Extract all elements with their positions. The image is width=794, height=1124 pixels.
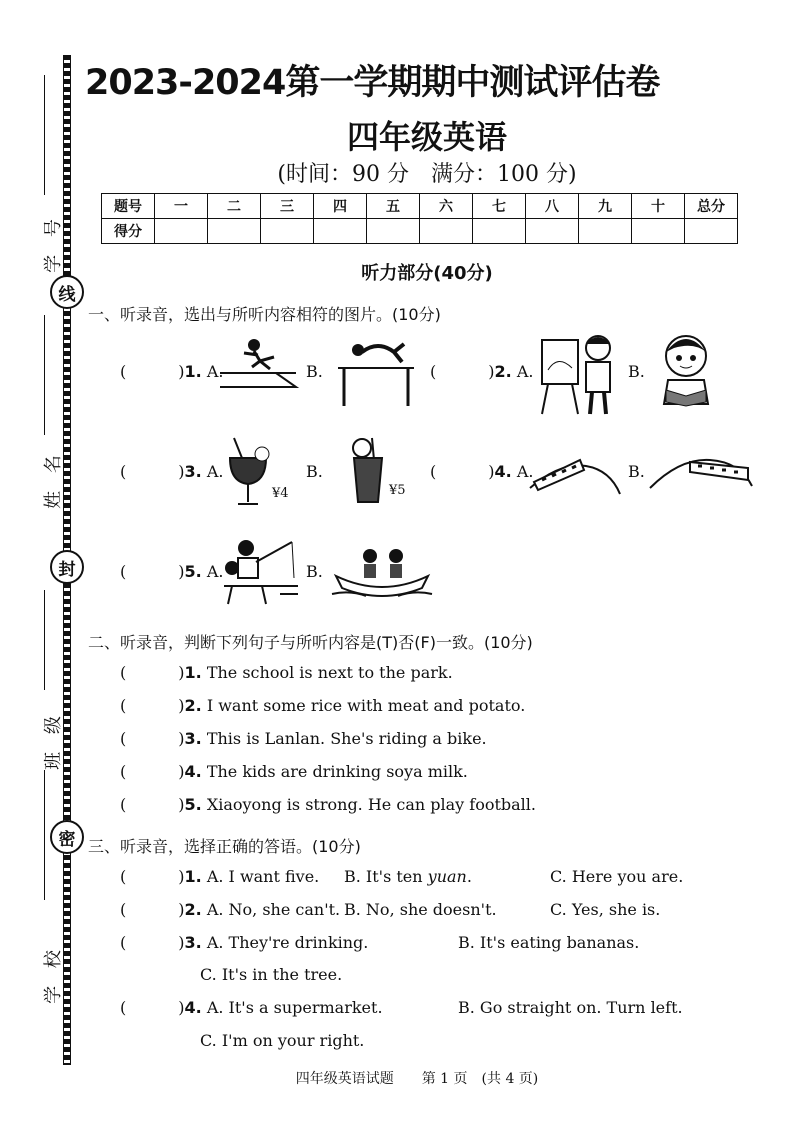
score-input-cell[interactable] [314,219,367,244]
question-number: 5. [184,795,202,814]
school-label: 学 校 [42,944,64,1004]
option-a-label: A. [516,462,534,481]
option-b-text [344,867,472,886]
score-cell: 一 [155,194,208,219]
score-cell: 八 [526,194,579,219]
option-a-label: A. [206,562,224,581]
answer-paren-close: ) [178,795,185,814]
answer-paren-close: ) [178,729,185,748]
option-a-text: A. No, she can't. [206,900,341,919]
s1-question-3 [120,462,223,481]
answer-paren-open: ( [120,762,127,781]
score-cell: 六 [420,194,473,219]
score-cell: 九 [579,194,632,219]
answer-paren-close: ) [488,362,495,381]
question-number: 3. [184,462,202,481]
answer-paren-open: ( [120,663,127,682]
score-cell: 总分 [685,194,738,219]
question-number: 2. [184,900,202,919]
score-cell: 四 [314,194,367,219]
class-label: 班 级 [42,710,64,770]
high-jump-picture [338,338,416,408]
s2-question-5 [120,795,536,814]
s3-question-1 [120,867,319,886]
reading-boy-picture [654,330,718,406]
answer-paren-close: ) [178,663,185,682]
score-cell: 五 [367,194,420,219]
seal-mi: 密 [50,820,84,854]
option-a-text: A. They're drinking. [206,933,369,952]
train-downhill-picture [650,448,754,494]
s2-question-3 [120,729,487,748]
section3-title: 三、听录音，选择正确的答语。(10分) [88,837,361,856]
class-line [44,590,45,690]
answer-paren-close: ) [178,562,185,581]
page-footer: 四年级英语试题 第 1 页 (共 4 页) [295,1071,539,1087]
score-input-cell[interactable] [208,219,261,244]
option-b-label: B. [306,462,323,481]
answer-paren-open: ( [120,795,127,814]
listening-section-heading: 听力部分(40分) [361,263,493,284]
option-a-text: A. It's a supermarket. [206,998,383,1017]
question-number: 2. [494,362,512,381]
option-a-label: A. [206,362,224,381]
score-input-cell[interactable] [261,219,314,244]
rowing-boat-picture [330,546,434,602]
answer-paren-open: ( [120,900,127,919]
score-input-cell[interactable] [632,219,685,244]
answer-paren-open: ( [120,933,127,952]
answer-paren-close: ) [488,462,495,481]
score-table-score-row [102,219,738,244]
price-b: ¥5 [389,483,406,498]
answer-paren-close: ) [178,933,185,952]
question-number: 4. [184,762,202,781]
score-input-cell[interactable] [685,219,738,244]
exam-time-info: (时间：90 分 满分：100 分) [277,162,577,187]
answer-paren-close: ) [178,867,185,886]
option-b-text: B. It's eating bananas. [458,933,640,952]
train-uphill-picture [530,452,622,498]
score-input-cell[interactable] [579,219,632,244]
option-b-text: B. Go straight on. Turn left. [458,998,683,1017]
s2-question-1 [120,663,453,682]
option-b-label: B. [628,462,645,481]
s3-question-3 [120,933,368,952]
option-c-text: C. Here you are. [550,867,684,886]
s1-question-5 [120,562,223,581]
option-b-main: B. It's ten [344,867,428,886]
answer-paren-close: ) [178,462,185,481]
question-number: 5. [184,562,202,581]
answer-paren-open: ( [120,562,127,581]
juice-glass-picture [350,436,386,504]
painting-boy-picture [538,330,618,416]
answer-paren-open: ( [430,362,437,381]
question-number: 4. [494,462,512,481]
name-line [44,315,45,435]
score-table-header-row [102,194,738,219]
option-b-label: B. [306,362,323,381]
score-cell: 题号 [102,194,155,219]
s1-question-2 [430,362,533,381]
answer-paren-open: ( [430,462,437,481]
exam-subtitle: 四年级英语 [346,118,507,156]
option-c-text: C. I'm on your right. [200,1031,365,1050]
score-input-cell[interactable] [526,219,579,244]
score-input-cell[interactable] [367,219,420,244]
score-input-cell[interactable] [420,219,473,244]
statement-text: The kids are drinking soya milk. [206,762,468,781]
answer-paren-open: ( [120,696,127,715]
score-input-cell[interactable] [473,219,526,244]
question-number: 3. [184,729,202,748]
s1-question-1 [120,362,223,381]
score-cell: 三 [261,194,314,219]
statement-text: The school is next to the park. [206,663,453,682]
answer-paren-open: ( [120,462,127,481]
question-number: 1. [184,867,202,886]
option-b-label: B. [628,362,645,381]
answer-paren-close: ) [178,762,185,781]
statement-text: Xiaoyong is strong. He can play football. [206,795,536,814]
long-jump-picture [218,335,300,393]
exam-title: 2023-2024第一学期期中测试评估卷 [85,63,660,103]
cocktail-drink-picture [226,436,270,508]
answer-paren-open: ( [120,867,127,886]
s3-question-4 [120,998,383,1017]
seal-feng: 封 [50,550,84,584]
s2-question-4 [120,762,468,781]
school-line [44,770,45,900]
student-id-label: 学 号 [42,213,64,273]
option-b-text: B. No, she doesn't. [344,900,497,919]
answer-paren-open: ( [120,998,127,1017]
s1-question-4 [430,462,533,481]
section2-title: 二、听录音，判断下列句子与所听内容是(T)否(F)一致。(10分) [88,633,533,652]
fishing-picture [222,538,300,606]
question-number: 1. [184,362,202,381]
option-a-label: A. [206,462,224,481]
answer-paren-open: ( [120,729,127,748]
question-number: 1. [184,663,202,682]
s3-question-2 [120,900,340,919]
question-number: 4. [184,998,202,1017]
score-input-cell[interactable] [155,219,208,244]
statement-text: I want some rice with meat and potato. [206,696,526,715]
option-a-text: A. I want five. [206,867,320,886]
score-row-label: 得分 [102,219,155,244]
option-c-text: C. It's in the tree. [200,965,343,984]
seal-xian: 线 [50,275,84,309]
price-a: ¥4 [272,486,289,501]
option-a-label: A. [516,362,534,381]
statement-text: This is Lanlan. She's riding a bike. [206,729,487,748]
score-cell: 七 [473,194,526,219]
name-label: 姓 名 [42,449,64,509]
question-number: 3. [184,933,202,952]
option-b-end: . [466,867,472,886]
option-c-text: C. Yes, she is. [550,900,661,919]
question-number: 2. [184,696,202,715]
answer-paren-close: ) [178,696,185,715]
option-b-italic-word: yuan [427,867,467,886]
answer-paren-close: ) [178,900,185,919]
score-cell: 十 [632,194,685,219]
s2-question-2 [120,696,525,715]
score-cell: 二 [208,194,261,219]
answer-paren-close: ) [178,362,185,381]
option-b-label: B. [306,562,323,581]
section1-title: 一、听录音，选出与所听内容相符的图片。(10分) [88,305,441,324]
score-table [101,193,738,244]
answer-paren-open: ( [120,362,127,381]
answer-paren-close: ) [178,998,185,1017]
